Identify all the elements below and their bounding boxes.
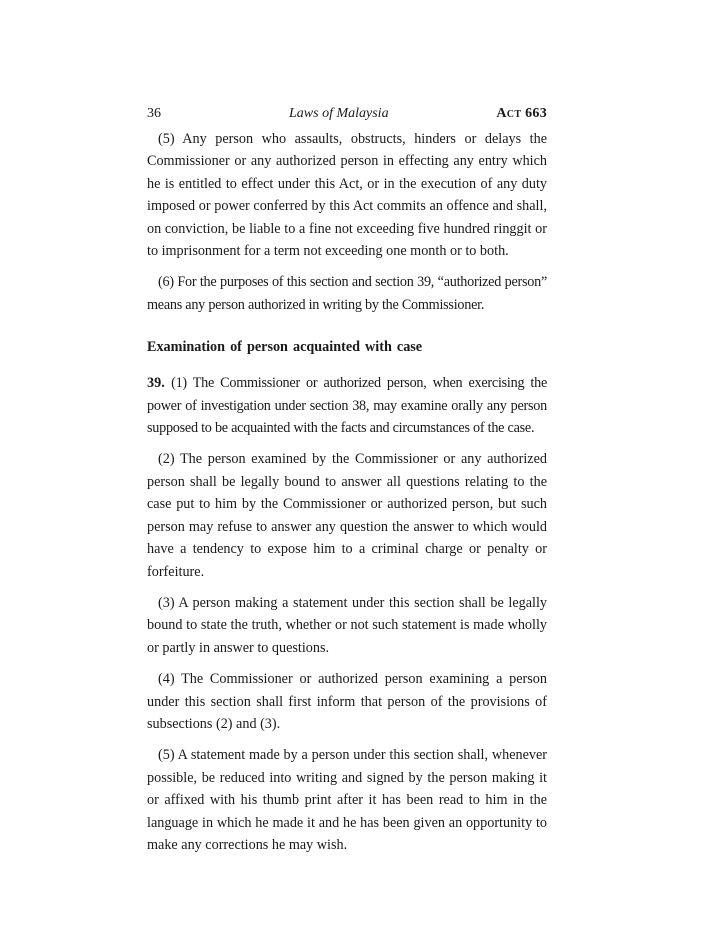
subsection-38-6: (6) For the purposes of this section and section 39, “authorized person” means any person authorized in writing by the Commissioner. <box>147 274 547 313</box>
subsection-39-2: (2) The person examined by the Commissioner or any authorized person shall be legally bound to answer all questions relating to the case put to him by the Commissioner or authorized person, but such person may refuse to answer any question the answer to which would have a tendency to expose him to a criminal charge or penalty or forfeiture. <box>147 451 547 580</box>
subsection-39-5: (5) A statement made by a person under this section shall, whenever possible, be reduced into writing and signed by the person making it or affixed with his thumb print after it has been read to him in the language in which he made it and he has been given an opportunity to make any corrections he may wish. <box>147 747 547 853</box>
section-heading: Examination of person acquainted with case <box>147 339 423 356</box>
act-number <box>496 103 547 125</box>
subsection-38-5: (5) Any person who assaults, obstructs, hinders or delays the Commissioner or any authorized person in effecting any entry which he is entitled to effect under this Act, or in the execution of any duty imposed or power conferred by this Act commits an offence and shall, on conviction, be liable to a fine not exceeding five hundred ringgit or to imprisonment for a term not exceeding one month or to both. <box>147 131 547 260</box>
section-number: 39. <box>147 375 165 392</box>
document-body <box>147 128 547 856</box>
act-label: Act 663 <box>496 106 547 121</box>
subsection-39-4: (4) The Commissioner or authorized person examining a person under this section shall first inform that person of the provisions of subsections (2) and (3). <box>147 671 547 732</box>
subsection-39-1-text: (1) The Commissioner or authorized person, when exercising the power of investigation under section 38, may examine orally any person supposed to be acquainted with the facts and circumstances of the case. <box>147 375 547 437</box>
page-number: 36 <box>147 106 161 121</box>
running-header <box>147 103 547 125</box>
publication-title: Laws of Malaysia <box>289 106 389 121</box>
subsection-39-3: (3) A person making a statement under this section shall be legally bound to state the truth, whether or not such statement is made wholly or partly in answer to questions. <box>147 594 547 656</box>
subsection-39-1 <box>147 372 547 439</box>
document-page <box>147 103 547 856</box>
